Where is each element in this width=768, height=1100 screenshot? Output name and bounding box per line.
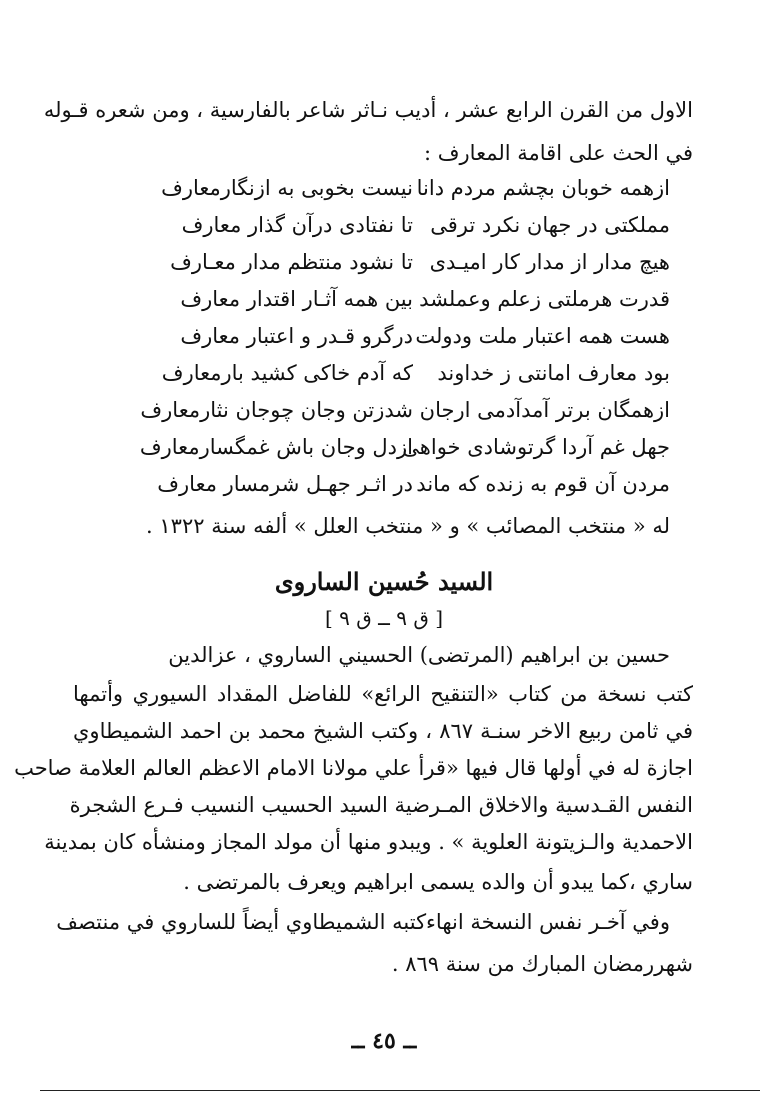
verse-3-second: تا نشود منتظم مدار معـارف <box>170 250 413 274</box>
entry-line-9: شهررمضان المبارك من سنة ٨٦٩ . <box>391 952 693 976</box>
verse-1-first: ازهمه خوبان بچشم مردم دانا <box>416 176 670 200</box>
verse-5-second: درگرو قـدر و اعتبار معارف <box>180 324 413 348</box>
verse-7-second: شدزتن وجان چوجان نثارمعارف <box>140 398 413 422</box>
entry-line-4: اجازة له في أولها قال فيها «قرأ علي مولانا الامام الاعظم العالم العلامة صاحب <box>14 756 693 780</box>
entry-title: السيد حُسين الساروى <box>274 567 494 596</box>
entry-line-7: ساري ،كما يبدو أن والده يسمى ابراهيم ويعرف بالمرتضى . <box>183 870 693 894</box>
verse-2-second: تا نفتادى درآن گذار معارف <box>181 213 413 237</box>
entry-line-5: النفس القـدسية والاخلاق المـرضية السيد الحسيب النسيب فـرع الشجرة <box>69 793 693 817</box>
verse-2-first: مملكتى در جهان نكرد ترقى <box>430 213 670 237</box>
intro-line-1: الاول من القرن الرابع عشر ، أديب نـاثر شاعر بالفارسية ، ومن شعره قـوله <box>43 98 693 122</box>
entry-line-8: وفي آخـر نفس النسخة انهاءكتبه الشميطاوي أيضاً للساروي في منتصف <box>56 910 670 934</box>
entry-line-2: كتب نسخة من كتاب «التنقيح الرائع» للفاضل المقداد السيوري وأتمها <box>73 682 693 706</box>
verse-4-first: قدرت هرملتى زعلم وعملشد <box>419 287 670 311</box>
verse-5-first: هست همه اعتبار ملت ودولت <box>415 324 670 348</box>
entry-line-6: الاحمدية والـزيتونة العلوية » . ويبدو منها أن مولد المجاز ومنشأه كان بمدينة <box>44 830 693 854</box>
verse-8-first: جهل غم آردا گرتوشادى خواهى <box>402 435 670 459</box>
works-line: له « منتخب المصائب » و « منتخب العلل » ألفه سنة ١٣٢٢ . <box>146 514 670 538</box>
verse-4-second: بين همه آثـار اقتدار معارف <box>180 287 413 311</box>
entry-line-3: في ثامن ربيع الاخر سنـة ٨٦٧ ، وكتب الشيخ محمد بن احمد الشميطاوي <box>73 719 694 743</box>
intro-line-2: في الحث على اقامة المعارف : <box>424 141 693 165</box>
verse-6-first: بود معارف امانتى ز خداوند <box>437 361 670 385</box>
verse-9-first: مردن آن قوم به زنده كه ماند <box>416 472 670 496</box>
verse-1-second: نيست بخوبى به ازنگارمعارف <box>161 176 413 200</box>
verse-8-second: ازدل وجان باش غمگسارمعارف <box>139 435 413 459</box>
verse-9-second: در اثـر جهـل شرمسار معارف <box>157 472 413 496</box>
verse-6-second: كه آدم خاكى كشيد بارمعارف <box>161 361 413 385</box>
verse-3-first: هيچ مدار از مدار كار اميـدى <box>429 250 670 274</box>
entry-line-1: حسين بن ابراهيم (المرتضى) الحسيني الساروي ، عزالدين <box>168 643 670 667</box>
verse-7-first: ازهمگان برتر آمدآدمى ارجان <box>419 398 670 422</box>
entry-dates: [ ق ٩ ــ ق ٩ ] <box>324 606 444 630</box>
page-number: ــ ٤٥ ــ <box>351 1028 417 1054</box>
bottom-rule <box>40 1090 760 1091</box>
